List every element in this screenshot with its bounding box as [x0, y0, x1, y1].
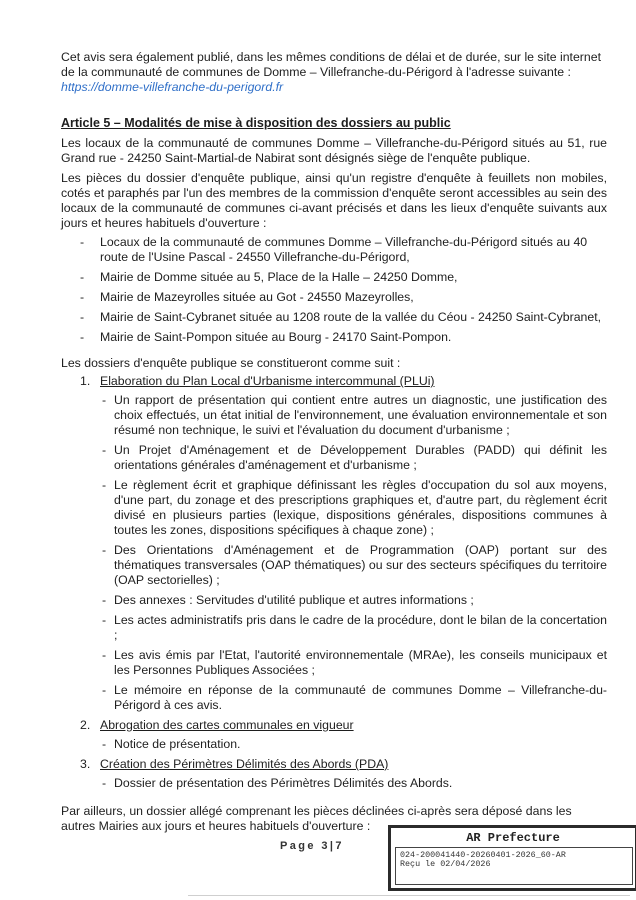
article-para-2: Les pièces du dossier d'enquête publique, ainsi qu'un registre d'enquête à feuillets non mobiles, cotés et paraphés par l'un des membres de la commission d'enquête seront accessibles au sein des locaux de la communauté de communes ci-avant précisés et dans les lieux d'enquête suivants aux jours et heures habituels d'ouverture :	[61, 171, 607, 230]
document-page	[61, 50, 607, 834]
dash-bullet-icon: -	[102, 776, 107, 790]
list-item: - Dossier de présentation des Périmètres Délimités des Abords.	[102, 776, 453, 790]
dash-bullet-icon: -	[102, 683, 107, 697]
list-item: - Mairie de Saint-Cybranet située au 1208 route de la vallée du Céou - 24250 Saint-Cybranet,	[80, 310, 602, 324]
article-para-1: Les locaux de la communauté de communes Domme – Villefranche-du-Périgord situés au 51, rue Grand rue - 24250 Saint-Martial-de Nabirat sont désignés siège de l'enquête publique.	[61, 136, 607, 165]
locations-list	[61, 235, 607, 345]
list-item: - Mairie de Mazeyrolles située au Got - 24550 Mazeyrolles,	[80, 290, 414, 304]
list-item: - Le mémoire en réponse de la communauté de communes Domme – Villefranche-du-Périgord à ces avis.	[102, 683, 607, 712]
dash-bullet-icon: -	[80, 290, 85, 304]
page-number: Page 3|7	[280, 840, 344, 852]
dash-bullet-icon: -	[80, 270, 85, 284]
dossier-sublist	[100, 393, 607, 713]
list-item: - Le règlement écrit et graphique définissant les règles d'occupation du sol aux moyens, d'une part, du zonage et des prescriptions graphiques et, d'autre part, du règlement écrit divisé en plusieurs parties (lexique, dispositions générales, dispositions communes à toutes les zones, dispositions spécifiques à chaque zone) ;	[102, 478, 607, 537]
intro-paragraph	[61, 50, 607, 95]
list-item: - Mairie de Saint-Pompon située au Bourg - 24170 Saint-Pompon.	[80, 330, 452, 344]
list-item: - Les actes administratifs pris dans le cadre de la procédure, dont le bilan de la concertation ;	[102, 613, 607, 642]
dash-bullet-icon: -	[80, 330, 85, 344]
dossier-sublist	[100, 776, 607, 791]
stamp-title: AR Prefecture	[466, 831, 560, 845]
list-item: - Des annexes : Servitudes d'utilité publique et autres informations ;	[102, 593, 474, 607]
list-item: - Un rapport de présentation qui contient entre autres un diagnostic, une justification des choix effectués, un état initial de l'environnement, une évaluation environnementale et son résumé non technique, le suivi et l'évaluation du document d'urbanisme ;	[102, 393, 607, 437]
footer-divider	[188, 895, 630, 896]
dossiers-intro: Les dossiers d'enquête publique se constitueront comme suit :	[61, 356, 401, 370]
dossier-title: Création des Périmètres Délimités des Abords (PDA)	[100, 757, 389, 771]
dossiers-list	[61, 374, 607, 791]
list-item: - Un Projet d'Aménagement et de Développement Durables (PADD) qui définit les orientations générales d'aménagement et d'urbanisme ;	[102, 443, 607, 472]
item-number: 2.	[80, 718, 91, 732]
dash-bullet-icon: -	[102, 478, 107, 492]
dash-bullet-icon: -	[102, 443, 107, 457]
dossier-sublist	[100, 737, 607, 752]
intro-text: Cet avis sera également publié, dans les mêmes conditions de délai et de durée, sur le site internet de la communauté de communes de Domme – Villefranche-du-Périgord à l'adresse suivante :	[61, 50, 602, 79]
dash-bullet-icon: -	[102, 613, 107, 627]
dossier-title: Abrogation des cartes communales en vigueur	[100, 718, 354, 732]
dossier-item-plui	[61, 374, 607, 713]
stamp-reference: 024-200041440-20260401-2026_60-AR	[400, 850, 566, 860]
dossier-item-abrogation	[61, 718, 607, 752]
prefecture-stamp	[388, 825, 636, 891]
closing-paragraph: Par ailleurs, un dossier allégé comprenant les pièces déclinées ci-après sera déposé dans les autres Mairies aux jours et heures habituels d'ouverture :	[61, 804, 572, 833]
dash-bullet-icon: -	[102, 393, 107, 407]
dash-bullet-icon: -	[102, 543, 107, 557]
website-link[interactable]: https://domme-villefranche-du-perigord.fr	[61, 80, 284, 94]
stamp-details	[395, 847, 633, 885]
dash-bullet-icon: -	[80, 310, 85, 324]
item-number: 3.	[80, 757, 91, 771]
dash-bullet-icon: -	[102, 737, 107, 751]
list-item: - Des Orientations d'Aménagement et de Programmation (OAP) portant sur des thématiques transversales (OAP thématiques) ou sur des secteurs spécifiques du territoire (OAP sectorielles) ;	[102, 543, 607, 587]
list-item: - Les avis émis par l'Etat, l'autorité environnementale (MRAe), les conseils municipaux et les Personnes Publiques Associées ;	[102, 648, 607, 677]
dossier-item-pda	[61, 757, 607, 791]
article-heading: Article 5 – Modalités de mise à disposition des dossiers au public	[61, 116, 451, 130]
stamp-received-date: Reçu le 02/04/2026	[400, 859, 491, 869]
item-number: 1.	[80, 374, 91, 388]
list-item: - Locaux de la communauté de communes Domme – Villefranche-du-Périgord situés au 40 route de l'Usine Pascal - 24550 Villefranche-du-Périgord,	[80, 235, 588, 264]
dash-bullet-icon: -	[102, 648, 107, 662]
dash-bullet-icon: -	[102, 593, 107, 607]
dash-bullet-icon: -	[80, 235, 85, 249]
dossier-title: Elaboration du Plan Local d'Urbanisme intercommunal (PLUi)	[100, 374, 435, 388]
list-item: - Mairie de Domme située au 5, Place de la Halle – 24250 Domme,	[80, 270, 458, 284]
list-item: - Notice de présentation.	[102, 737, 241, 751]
